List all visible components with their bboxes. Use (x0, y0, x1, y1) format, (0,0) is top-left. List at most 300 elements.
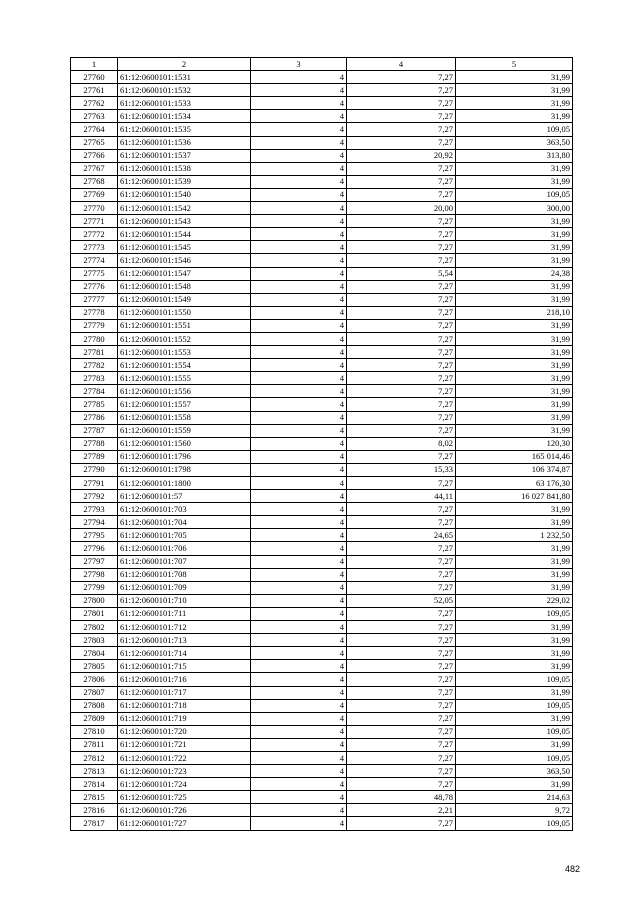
table-cell-col3: 4 (251, 84, 347, 97)
table-row (71, 398, 573, 411)
table-cell-col5: 31,99 (456, 411, 573, 424)
table-cell-col2: 61:12:0600101:1539 (118, 175, 251, 188)
table-cell-col4: 7,27 (347, 398, 456, 411)
table-cell-col2: 61:12:0600101:1558 (118, 411, 251, 424)
table-cell-col5: 229,02 (456, 594, 573, 607)
table-cell-col1: 27771 (71, 215, 118, 228)
table-cell-col4: 7,27 (347, 542, 456, 555)
table-cell-col5: 31,99 (456, 660, 573, 673)
table-cell-col1: 27777 (71, 293, 118, 306)
table-cell-col4: 7,27 (347, 621, 456, 634)
table-cell-col3: 4 (251, 621, 347, 634)
table-cell-col2: 61:12:0600101:726 (118, 804, 251, 817)
table-cell-col5: 31,99 (456, 280, 573, 293)
table-cell-col2: 61:12:0600101:1551 (118, 319, 251, 332)
table-cell-col2: 61:12:0600101:1542 (118, 202, 251, 215)
table-row (71, 686, 573, 699)
table-cell-col4: 7,27 (347, 450, 456, 463)
table-cell-col4: 7,27 (347, 175, 456, 188)
table-cell-col1: 27770 (71, 202, 118, 215)
table-cell-col2: 61:12:0600101:714 (118, 647, 251, 660)
table-cell-col4: 7,27 (347, 581, 456, 594)
table-cell-col5: 31,99 (456, 738, 573, 751)
table-cell-col3: 4 (251, 634, 347, 647)
table-row (71, 463, 573, 476)
table-row (71, 372, 573, 385)
table-cell-col5: 31,99 (456, 555, 573, 568)
table-cell-col4: 7,27 (347, 228, 456, 241)
table-cell-col5: 31,99 (456, 581, 573, 594)
table-cell-col1: 27795 (71, 529, 118, 542)
table-cell-col2: 61:12:0600101:1800 (118, 477, 251, 490)
table-cell-col3: 4 (251, 123, 347, 136)
table-cell-col4: 7,27 (347, 712, 456, 725)
table-cell-col4: 7,27 (347, 660, 456, 673)
table-cell-col3: 4 (251, 673, 347, 686)
table-row (71, 332, 573, 345)
table-cell-col5: 24,38 (456, 267, 573, 280)
table-cell-col5: 214,63 (456, 791, 573, 804)
table-row (71, 699, 573, 712)
table-cell-col3: 4 (251, 293, 347, 306)
table-cell-col2: 61:12:0600101:703 (118, 503, 251, 516)
table-cell-col5: 63 176,30 (456, 477, 573, 490)
table-cell-col1: 27766 (71, 149, 118, 162)
table-cell-col2: 61:12:0600101:704 (118, 516, 251, 529)
table-cell-col2: 61:12:0600101:1532 (118, 84, 251, 97)
table-cell-col5: 31,99 (456, 542, 573, 555)
table-cell-col5: 31,99 (456, 241, 573, 254)
table-cell-col2: 61:12:0600101:1556 (118, 385, 251, 398)
table-cell-col3: 4 (251, 162, 347, 175)
table-cell-col4: 7,27 (347, 751, 456, 764)
table-cell-col1: 27815 (71, 791, 118, 804)
table-cell-col1: 27776 (71, 280, 118, 293)
table-cell-col3: 4 (251, 778, 347, 791)
table-cell-col3: 4 (251, 202, 347, 215)
table-cell-col5: 31,99 (456, 110, 573, 123)
table-row (71, 568, 573, 581)
table-row (71, 97, 573, 110)
table-row (71, 765, 573, 778)
table-cell-col4: 7,27 (347, 568, 456, 581)
table-cell-col3: 4 (251, 450, 347, 463)
table-cell-col1: 27794 (71, 516, 118, 529)
table-cell-col4: 7,27 (347, 293, 456, 306)
table-cell-col1: 27769 (71, 188, 118, 201)
table-cell-col3: 4 (251, 228, 347, 241)
table-cell-col2: 61:12:0600101:1533 (118, 97, 251, 110)
table-cell-col4: 7,27 (347, 817, 456, 830)
table-cell-col3: 4 (251, 555, 347, 568)
table-cell-col2: 61:12:0600101:1548 (118, 280, 251, 293)
column-header-1: 1 (71, 58, 118, 71)
table-cell-col2: 61:12:0600101:1559 (118, 424, 251, 437)
table-row (71, 516, 573, 529)
table-cell-col1: 27808 (71, 699, 118, 712)
table-row (71, 202, 573, 215)
table-row (71, 673, 573, 686)
table-cell-col1: 27793 (71, 503, 118, 516)
table-cell-col1: 27796 (71, 542, 118, 555)
table-cell-col5: 109,05 (456, 699, 573, 712)
table-cell-col1: 27807 (71, 686, 118, 699)
table-cell-col4: 7,27 (347, 634, 456, 647)
table-cell-col1: 27791 (71, 477, 118, 490)
table-cell-col4: 7,27 (347, 332, 456, 345)
table-cell-col1: 27798 (71, 568, 118, 581)
table-row (71, 241, 573, 254)
table-cell-col4: 7,27 (347, 215, 456, 228)
table-cell-col1: 27781 (71, 346, 118, 359)
table-cell-col3: 4 (251, 647, 347, 660)
table-row (71, 267, 573, 280)
table-row (71, 621, 573, 634)
table-cell-col2: 61:12:0600101:712 (118, 621, 251, 634)
table-cell-col3: 4 (251, 529, 347, 542)
table-row (71, 817, 573, 830)
table-cell-col5: 109,05 (456, 817, 573, 830)
table-cell-col4: 2,21 (347, 804, 456, 817)
page-number: 482 (564, 864, 580, 874)
table-cell-col4: 7,27 (347, 424, 456, 437)
table-cell-col3: 4 (251, 765, 347, 778)
table-cell-col1: 27804 (71, 647, 118, 660)
table-cell-col5: 31,99 (456, 621, 573, 634)
table-cell-col4: 7,27 (347, 686, 456, 699)
table-cell-col1: 27790 (71, 463, 118, 476)
table-cell-col3: 4 (251, 359, 347, 372)
table-cell-col1: 27772 (71, 228, 118, 241)
table-cell-col1: 27813 (71, 765, 118, 778)
table-cell-col4: 7,27 (347, 477, 456, 490)
table-cell-col5: 31,99 (456, 254, 573, 267)
table-cell-col2: 61:12:0600101:718 (118, 699, 251, 712)
table-cell-col4: 5,54 (347, 267, 456, 280)
table-cell-col3: 4 (251, 751, 347, 764)
table-row (71, 280, 573, 293)
table-cell-col1: 27768 (71, 175, 118, 188)
table-cell-col4: 7,27 (347, 555, 456, 568)
table-cell-col1: 27775 (71, 267, 118, 280)
table-cell-col4: 24,65 (347, 529, 456, 542)
table-cell-col5: 31,99 (456, 372, 573, 385)
table-cell-col3: 4 (251, 699, 347, 712)
table-cell-col3: 4 (251, 188, 347, 201)
table-cell-col3: 4 (251, 385, 347, 398)
table-body (71, 71, 573, 830)
table-row (71, 123, 573, 136)
table-cell-col3: 4 (251, 332, 347, 345)
table-cell-col3: 4 (251, 490, 347, 503)
table-cell-col5: 31,99 (456, 712, 573, 725)
table-cell-col4: 7,27 (347, 97, 456, 110)
table-cell-col2: 61:12:0600101:1546 (118, 254, 251, 267)
table-cell-col3: 4 (251, 791, 347, 804)
table-cell-col5: 31,99 (456, 346, 573, 359)
table-cell-col1: 27805 (71, 660, 118, 673)
table-cell-col5: 109,05 (456, 725, 573, 738)
table-row (71, 581, 573, 594)
table-cell-col2: 61:12:0600101:1540 (118, 188, 251, 201)
table-cell-col2: 61:12:0600101:1798 (118, 463, 251, 476)
table-cell-col4: 7,27 (347, 254, 456, 267)
table-cell-col2: 61:12:0600101:713 (118, 634, 251, 647)
table-row (71, 385, 573, 398)
table-cell-col3: 4 (251, 660, 347, 673)
table-cell-col2: 61:12:0600101:717 (118, 686, 251, 699)
table-cell-col4: 7,27 (347, 319, 456, 332)
table-cell-col1: 27792 (71, 490, 118, 503)
table-cell-col3: 4 (251, 267, 347, 280)
table-cell-col1: 27780 (71, 332, 118, 345)
table-cell-col2: 61:12:0600101:710 (118, 594, 251, 607)
table-row (71, 725, 573, 738)
table-cell-col1: 27783 (71, 372, 118, 385)
table-cell-col5: 120,30 (456, 437, 573, 450)
table-header-row (71, 58, 573, 71)
table-row (71, 136, 573, 149)
table-cell-col4: 7,27 (347, 699, 456, 712)
table-cell-col3: 4 (251, 175, 347, 188)
table-cell-col4: 7,27 (347, 346, 456, 359)
table-row (71, 188, 573, 201)
table-cell-col5: 31,99 (456, 175, 573, 188)
table-cell-col3: 4 (251, 463, 347, 476)
table-cell-col1: 27782 (71, 359, 118, 372)
table-cell-col4: 7,27 (347, 372, 456, 385)
table-cell-col2: 61:12:0600101:1537 (118, 149, 251, 162)
table-cell-col2: 61:12:0600101:1547 (118, 267, 251, 280)
table-cell-col4: 7,27 (347, 765, 456, 778)
table-cell-col4: 7,27 (347, 607, 456, 620)
table-cell-col1: 27806 (71, 673, 118, 686)
table-cell-col4: 7,27 (347, 123, 456, 136)
table-cell-col5: 31,99 (456, 97, 573, 110)
table-cell-col3: 4 (251, 594, 347, 607)
table-cell-col1: 27817 (71, 817, 118, 830)
table-row (71, 542, 573, 555)
table-cell-col3: 4 (251, 149, 347, 162)
table-cell-col5: 363,50 (456, 765, 573, 778)
table-row (71, 647, 573, 660)
table-row (71, 804, 573, 817)
table-cell-col2: 61:12:0600101:727 (118, 817, 251, 830)
table-cell-col5: 218,10 (456, 306, 573, 319)
table-cell-col3: 4 (251, 136, 347, 149)
table-cell-col4: 7,27 (347, 778, 456, 791)
table-row (71, 411, 573, 424)
table-cell-col2: 61:12:0600101:715 (118, 660, 251, 673)
table-cell-col1: 27760 (71, 71, 118, 84)
table-cell-col3: 4 (251, 319, 347, 332)
table-cell-col1: 27801 (71, 607, 118, 620)
table-cell-col1: 27788 (71, 437, 118, 450)
table-cell-col2: 61:12:0600101:722 (118, 751, 251, 764)
table-cell-col3: 4 (251, 241, 347, 254)
table-cell-col5: 31,99 (456, 359, 573, 372)
table-cell-col3: 4 (251, 411, 347, 424)
table-cell-col4: 7,27 (347, 71, 456, 84)
table-cell-col2: 61:12:0600101:705 (118, 529, 251, 542)
table-cell-col3: 4 (251, 110, 347, 123)
table-cell-col5: 31,99 (456, 424, 573, 437)
table-row (71, 215, 573, 228)
table-row (71, 738, 573, 751)
table-cell-col4: 7,27 (347, 306, 456, 319)
table-cell-col2: 61:12:0600101:706 (118, 542, 251, 555)
table-row (71, 503, 573, 516)
table-cell-col1: 27809 (71, 712, 118, 725)
table-cell-col1: 27761 (71, 84, 118, 97)
table-cell-col2: 61:12:0600101:708 (118, 568, 251, 581)
table-cell-col1: 27784 (71, 385, 118, 398)
table-cell-col1: 27767 (71, 162, 118, 175)
table-cell-col2: 61:12:0600101:57 (118, 490, 251, 503)
table-cell-col4: 7,27 (347, 738, 456, 751)
table-cell-col5: 9,72 (456, 804, 573, 817)
table-cell-col5: 31,99 (456, 398, 573, 411)
table-row (71, 751, 573, 764)
table-cell-col2: 61:12:0600101:1549 (118, 293, 251, 306)
table-cell-col3: 4 (251, 712, 347, 725)
table-cell-col1: 27764 (71, 123, 118, 136)
table-row (71, 84, 573, 97)
table-cell-col5: 109,05 (456, 123, 573, 136)
table-cell-col3: 4 (251, 725, 347, 738)
table-cell-col5: 16 027 841,80 (456, 490, 573, 503)
table-cell-col1: 27762 (71, 97, 118, 110)
table-cell-col2: 61:12:0600101:1535 (118, 123, 251, 136)
data-table (70, 57, 573, 831)
table-cell-col2: 61:12:0600101:1555 (118, 372, 251, 385)
table-cell-col5: 31,99 (456, 516, 573, 529)
table-cell-col5: 300,00 (456, 202, 573, 215)
table-cell-col2: 61:12:0600101:1536 (118, 136, 251, 149)
table-cell-col3: 4 (251, 437, 347, 450)
table-cell-col4: 7,27 (347, 136, 456, 149)
table-cell-col5: 31,99 (456, 293, 573, 306)
table-cell-col5: 109,05 (456, 751, 573, 764)
table-cell-col2: 61:12:0600101:721 (118, 738, 251, 751)
table-cell-col4: 7,27 (347, 385, 456, 398)
table-cell-col1: 27778 (71, 306, 118, 319)
table-cell-col1: 27814 (71, 778, 118, 791)
table-cell-col1: 27816 (71, 804, 118, 817)
column-header-2: 2 (118, 58, 251, 71)
table-row (71, 175, 573, 188)
column-header-4: 4 (347, 58, 456, 71)
table-cell-col3: 4 (251, 804, 347, 817)
table-cell-col2: 61:12:0600101:724 (118, 778, 251, 791)
table-row (71, 346, 573, 359)
table-row (71, 71, 573, 84)
table-cell-col1: 27799 (71, 581, 118, 594)
table-cell-col3: 4 (251, 280, 347, 293)
table-cell-col2: 61:12:0600101:1560 (118, 437, 251, 450)
table-cell-col2: 61:12:0600101:716 (118, 673, 251, 686)
table-cell-col3: 4 (251, 398, 347, 411)
table-cell-col2: 61:12:0600101:719 (118, 712, 251, 725)
table-cell-col1: 27786 (71, 411, 118, 424)
table-cell-col1: 27763 (71, 110, 118, 123)
table-cell-col1: 27810 (71, 725, 118, 738)
column-header-5: 5 (456, 58, 573, 71)
table-cell-col2: 61:12:0600101:1552 (118, 332, 251, 345)
table-cell-col5: 31,99 (456, 647, 573, 660)
table-row (71, 555, 573, 568)
table-row (71, 424, 573, 437)
table-cell-col5: 31,99 (456, 228, 573, 241)
table-cell-col5: 109,05 (456, 188, 573, 201)
table-cell-col5: 363,50 (456, 136, 573, 149)
table-cell-col5: 31,99 (456, 319, 573, 332)
table-cell-col2: 61:12:0600101:1553 (118, 346, 251, 359)
table-cell-col4: 8,02 (347, 437, 456, 450)
table-cell-col2: 61:12:0600101:1543 (118, 215, 251, 228)
table-row (71, 319, 573, 332)
table-cell-col4: 7,27 (347, 241, 456, 254)
table-row (71, 490, 573, 503)
table-cell-col5: 313,80 (456, 149, 573, 162)
table-cell-col4: 20,00 (347, 202, 456, 215)
table-cell-col4: 7,27 (347, 110, 456, 123)
table-cell-col2: 61:12:0600101:1534 (118, 110, 251, 123)
table-cell-col5: 109,05 (456, 607, 573, 620)
table-cell-col1: 27773 (71, 241, 118, 254)
table-cell-col4: 7,27 (347, 411, 456, 424)
table-row (71, 228, 573, 241)
table-cell-col5: 165 014,46 (456, 450, 573, 463)
table-cell-col4: 52,05 (347, 594, 456, 607)
table-row (71, 634, 573, 647)
table-cell-col2: 61:12:0600101:1538 (118, 162, 251, 175)
table-cell-col4: 7,27 (347, 84, 456, 97)
table-cell-col3: 4 (251, 346, 347, 359)
table-cell-col3: 4 (251, 97, 347, 110)
table-cell-col2: 61:12:0600101:1531 (118, 71, 251, 84)
table-cell-col3: 4 (251, 71, 347, 84)
table-cell-col3: 4 (251, 503, 347, 516)
table-cell-col5: 31,99 (456, 503, 573, 516)
table-cell-col2: 61:12:0600101:1796 (118, 450, 251, 463)
table-cell-col3: 4 (251, 542, 347, 555)
table-cell-col5: 31,99 (456, 215, 573, 228)
table-cell-col3: 4 (251, 581, 347, 594)
table-cell-col3: 4 (251, 568, 347, 581)
table-cell-col5: 31,99 (456, 332, 573, 345)
table-cell-col1: 27811 (71, 738, 118, 751)
table-cell-col2: 61:12:0600101:711 (118, 607, 251, 620)
table-cell-col4: 44,11 (347, 490, 456, 503)
table-cell-col2: 61:12:0600101:720 (118, 725, 251, 738)
table-cell-col4: 7,27 (347, 673, 456, 686)
table-row (71, 660, 573, 673)
table-cell-col1: 27803 (71, 634, 118, 647)
table-cell-col2: 61:12:0600101:1557 (118, 398, 251, 411)
table-cell-col5: 31,99 (456, 634, 573, 647)
table-cell-col3: 4 (251, 477, 347, 490)
table-cell-col4: 7,27 (347, 725, 456, 738)
table-cell-col4: 20,92 (347, 149, 456, 162)
table-row (71, 437, 573, 450)
table-row (71, 778, 573, 791)
table-cell-col3: 4 (251, 372, 347, 385)
table-row (71, 529, 573, 542)
table-cell-col3: 4 (251, 424, 347, 437)
table-cell-col3: 4 (251, 817, 347, 830)
table-cell-col2: 61:12:0600101:1550 (118, 306, 251, 319)
